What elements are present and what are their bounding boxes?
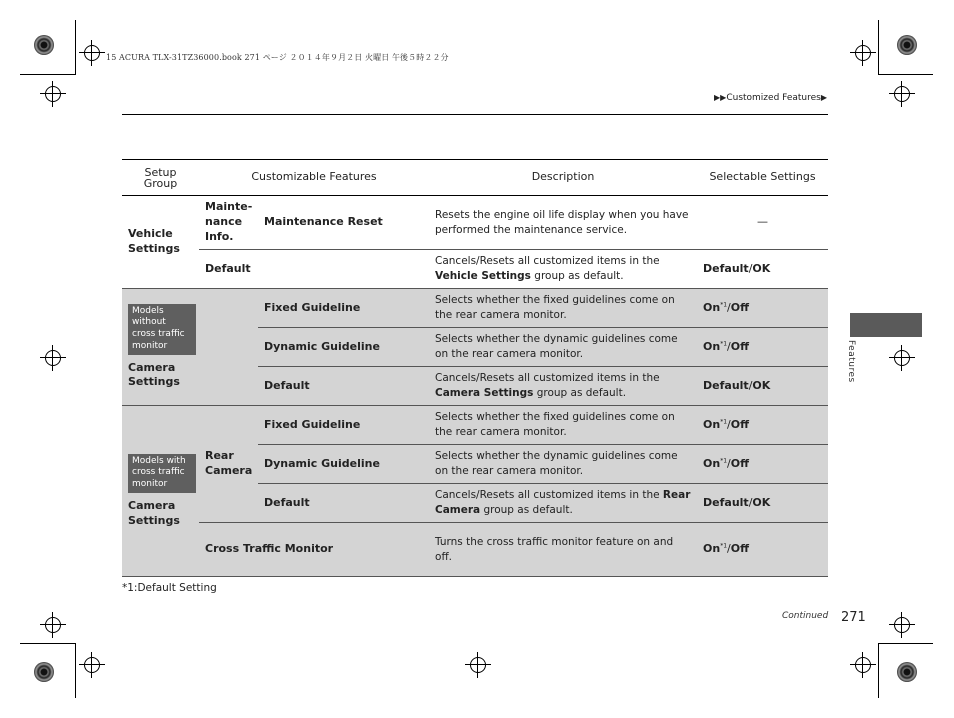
section-side-label: Features [846,340,856,383]
setting-on-off[interactable]: On$^{*1}$/Off [697,289,828,328]
category-empty [199,289,258,406]
group-vehicle-settings: Vehicle Settings [122,196,199,289]
table-header-row [122,160,828,196]
header-customizable-features: Customizable Features [199,160,429,196]
model-badge: Models without cross traffic monitor [128,304,196,355]
setting-default-ok[interactable]: Default/OK [697,484,828,523]
group-camera-settings [122,406,199,577]
registration-crosshair [894,617,910,633]
registration-crosshair [470,657,486,673]
description: Selects whether the fixed guidelines come on the rear camera monitor. [429,289,697,328]
table-row [122,250,828,289]
crop-line [75,20,76,75]
description: Resets the engine oil life display when you have performed the maintenance service. [435,208,689,236]
description: Turns the cross traffic monitor feature on and off. [429,523,697,577]
crop-line [878,20,879,75]
header-rule [122,114,828,115]
registration-sun-mark [34,662,54,682]
registration-crosshair [855,657,871,673]
header-setup-group: Setup Group [122,160,199,196]
page-number: 271 [841,610,866,625]
footnote: *1:Default Setting [122,582,217,594]
table-row [122,289,828,328]
table-row [122,523,828,577]
registration-sun-mark [897,662,917,682]
group-label: Camera Settings [128,360,180,389]
registration-crosshair [84,45,100,61]
registration-crosshair [894,86,910,102]
category-maintenance-info: Mainte-nance Info. [205,200,253,243]
crop-line [878,643,933,644]
setting-default-ok[interactable]: Default/OK [697,250,828,289]
feature-dynamic-guideline[interactable]: Dynamic Guideline [258,328,429,367]
setting-default-ok[interactable]: Default/OK [697,367,828,406]
crop-line [878,74,933,75]
registration-crosshair [45,350,61,366]
feature-default[interactable]: Default [258,367,429,406]
feature-maintenance-reset[interactable]: Maintenance Reset [264,215,383,229]
registration-crosshair [84,657,100,673]
customized-features-table [122,159,828,577]
setting-none: — [757,215,769,229]
description: Cancels/Resets all customized items in the Vehicle Settings group as default. [429,250,697,289]
group-label: Camera Settings [128,498,180,527]
description: Cancels/Resets all customized items in the Rear Camera group as default. [429,484,697,523]
group-camera-settings [122,289,199,406]
crop-line [20,74,75,75]
setting-on-off[interactable]: On$^{*1}$/Off [697,406,828,445]
breadcrumb[interactable] [714,93,827,103]
setting-on-off[interactable]: On$^{*1}$/Off [697,328,828,367]
registration-crosshair [855,45,871,61]
setting-on-off[interactable]: On$^{*1}$/Off [697,445,828,484]
registration-crosshair [45,86,61,102]
registration-crosshair [894,350,910,366]
registration-sun-mark [897,35,917,55]
header-description: Description [429,160,697,196]
table-row [122,406,828,445]
crop-line [20,643,75,644]
description: Selects whether the dynamic guidelines come on the rear camera monitor. [429,328,697,367]
feature-fixed-guideline[interactable]: Fixed Guideline [258,406,429,445]
breadcrumb-prefix: ▶▶ [714,93,727,102]
description: Selects whether the fixed guidelines come on the rear camera monitor. [429,406,697,445]
registration-crosshair [45,617,61,633]
description: Cancels/Resets all customized items in the Camera Settings group as default. [429,367,697,406]
table-row [122,196,828,250]
breadcrumb-suffix: ▶ [820,93,827,102]
continued-label: Continued [782,611,829,621]
crop-line [878,643,879,698]
model-badge: Models with cross traffic monitor [128,454,196,493]
crop-line [75,643,76,698]
feature-dynamic-guideline[interactable]: Dynamic Guideline [258,445,429,484]
category-rear-camera: Rear Camera [199,406,258,523]
setting-on-off[interactable]: On$^{*1}$/Off [697,523,828,577]
feature-fixed-guideline[interactable]: Fixed Guideline [258,289,429,328]
description: Selects whether the dynamic guidelines come on the rear camera monitor. [429,445,697,484]
feature-cross-traffic-monitor[interactable]: Cross Traffic Monitor [199,523,429,577]
feature-default[interactable]: Default [199,250,429,289]
feature-default[interactable]: Default [258,484,429,523]
section-side-tab[interactable] [850,313,922,337]
header-selectable-settings: Selectable Settings [697,160,828,196]
print-info: 15 ACURA TLX-31TZ36000.book 271 ページ ２０１４年９月２日 火曜日 午後５時２２分 [106,53,449,62]
breadcrumb-label[interactable]: Customized Features [726,93,821,103]
registration-sun-mark [34,35,54,55]
